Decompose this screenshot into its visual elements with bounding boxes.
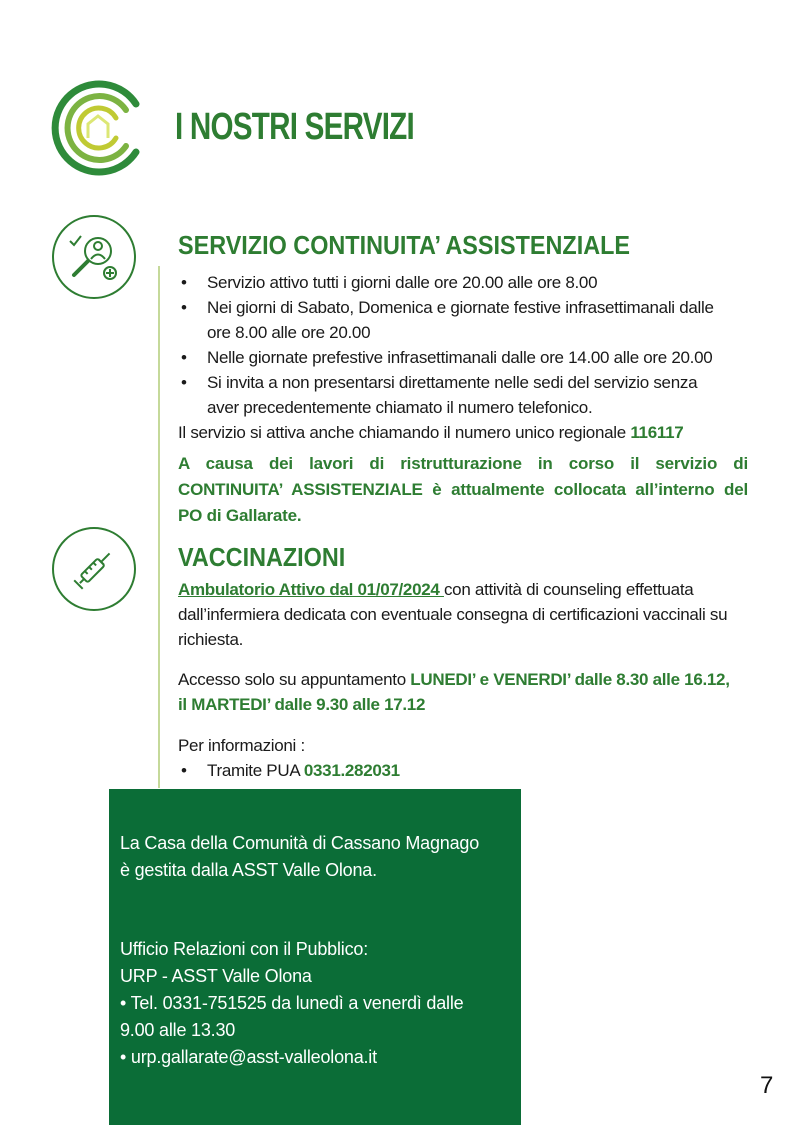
pua-phone-number: 0331.282031: [303, 761, 400, 780]
section-title-vaccinazioni: VACCINAZIONI: [178, 542, 346, 572]
list-item: • Nei giorni di Sabato, Domenica e giornate festive infrasettimanali dalle ore 8.00 alle ore 20.00: [178, 295, 778, 345]
contact-info: Per informazioni : • Tramite PUA 0331.282031: [178, 733, 778, 783]
ambulatorio-label: Ambulatorio Attivo dal 01/07/2024: [178, 580, 444, 599]
section-continuita-body: [178, 270, 778, 445]
section-title-continuita: SERVIZIO CONTINUITA’ ASSISTENZIALE: [178, 230, 631, 260]
urp-phone: • Tel. 0331-751525 da lunedì a venerdì dalle: [120, 993, 464, 1013]
urp-email-link[interactable]: • urp.gallarate@asst-valleolona.it: [120, 1047, 377, 1067]
search-person-health-icon: [52, 215, 136, 299]
page-number: 7: [760, 1072, 774, 1099]
list-item: • Si invita a non presentarsi direttamente nelle sedi del servizio senza aver precedentemente chiamato il numero telefonico.: [178, 370, 778, 420]
page-title: I NOSTRI SERVIZI: [175, 106, 414, 148]
divider-line: [158, 266, 160, 788]
relocation-notice: A causa dei lavori di ristrutturazione in corso il servizio di CONTINUITA’ ASSISTENZIALE è attualmente collocata all’interno del PO di Gallarate.: [178, 454, 748, 525]
syringe-icon: [52, 527, 136, 611]
casa-comunita-logo-icon: [48, 76, 148, 176]
continuita-bullet-list: [178, 270, 778, 420]
list-item: • Servizio attivo tutti i giorni dalle ore 20.00 alle ore 8.00: [178, 270, 778, 295]
access-info: Accesso solo su appuntamento LUNEDI’ e VENERDI’ dalle 8.30 alle 16.12, il MARTEDI’ dalle 9.30 alle 17.12: [178, 670, 730, 714]
list-item: • Nelle giornate prefestive infrasettimanali dalle ore 14.00 alle ore 20.00: [178, 345, 778, 370]
asst-info-box: La Casa della Comunità di Cassano Magnago è gestita dalla ASST Valle Olona. Ufficio Relazioni con il Pubblico: URP - ASST Valle Olona • Tel. 0331-751525 da lunedì a venerdì dalle 9.00 alle 13.30 • urp.gallarate@asst-valleolona.it: [109, 789, 521, 1125]
section-vaccinazioni-body: Ambulatorio Attivo dal 01/07/2024 con attività di counseling effettuata dall’infermiera dedicata con eventuale consegna di certificazioni vaccinali su richiesta.: [178, 580, 728, 649]
list-item: • Tramite PUA 0331.282031: [178, 758, 778, 783]
unique-number: 116117: [630, 423, 684, 442]
unique-number-line: Il servizio si attiva anche chiamando il numero unico regionale 116117: [178, 423, 684, 442]
